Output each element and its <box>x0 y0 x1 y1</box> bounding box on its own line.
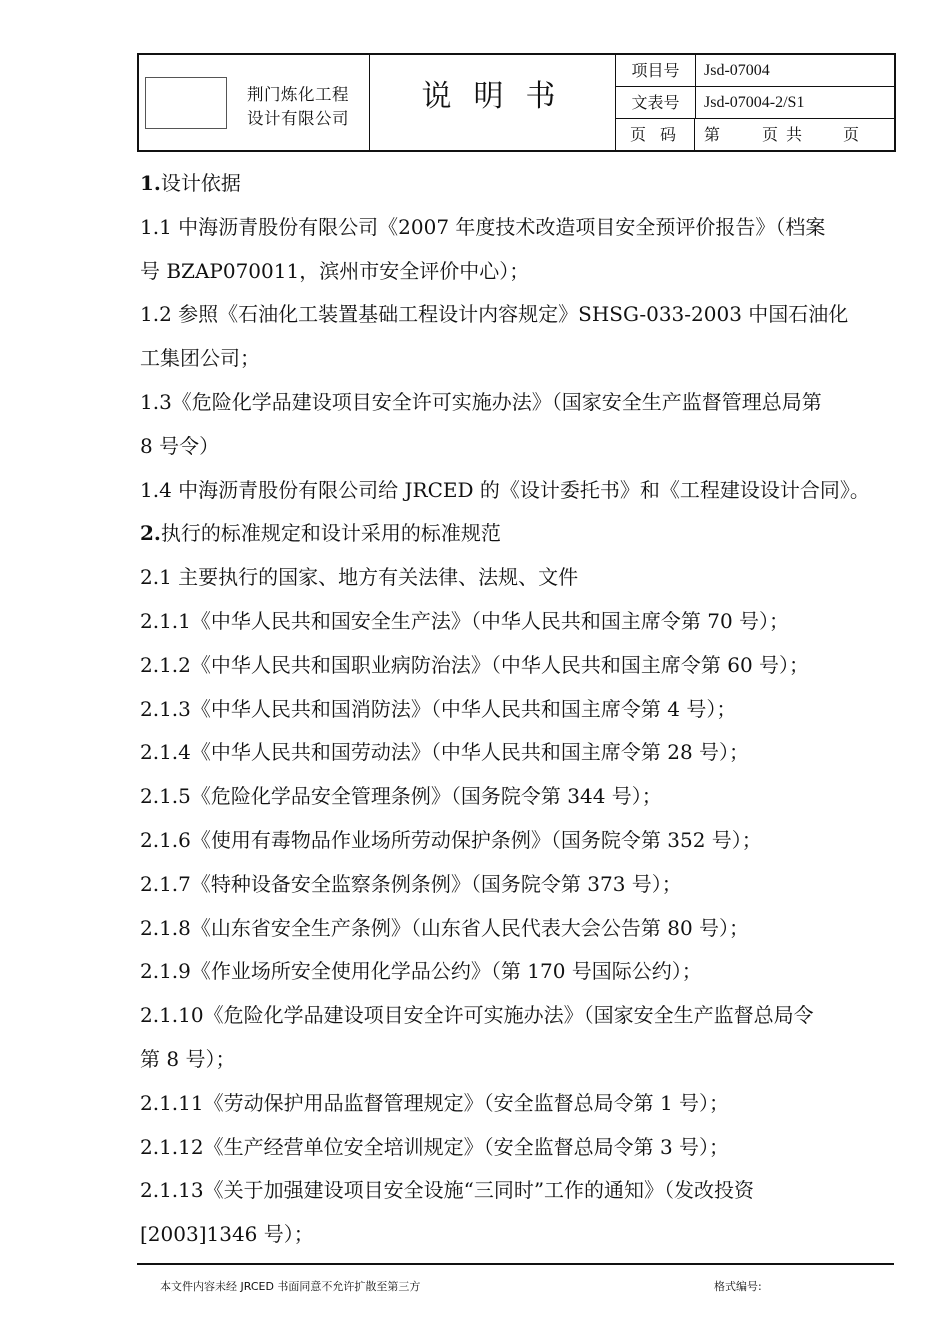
body-line <box>140 731 900 775</box>
body-line <box>140 337 900 381</box>
document-body <box>140 162 900 1257</box>
line-text: 8 号令） <box>140 433 220 458</box>
company-logo-placeholder <box>145 77 227 129</box>
body-line <box>140 1038 900 1082</box>
body-line <box>140 775 900 819</box>
line-text: 2.1.13《关于加强建设项目安全设施“三同时”工作的通知》（发改投资 <box>140 1178 755 1203</box>
page-value-gong: 共 <box>786 125 803 144</box>
body-line <box>140 1126 900 1170</box>
line-text: 第 8 号）； <box>140 1046 236 1071</box>
body-line <box>140 293 900 337</box>
line-text: 2.1.3《中华人民共和国消防法》（中华人民共和国主席令第 4 号）； <box>140 696 737 721</box>
footer-notice: 本文件内容未经 JRCED 书面同意不允许扩散至第三方 <box>160 1280 421 1293</box>
body-line <box>140 250 900 294</box>
format-number-label: 格式编号: <box>714 1280 762 1293</box>
body-line <box>140 1213 900 1257</box>
doc-no-label: 文表号 <box>616 87 696 118</box>
body-line <box>140 600 900 644</box>
doc-meta <box>616 55 894 150</box>
line-text: 2.1 主要执行的国家、地方有关法律、法规、文件 <box>140 565 579 590</box>
project-no-row <box>616 55 894 87</box>
line-text: 执行的标准规定和设计采用的标准规范 <box>160 521 501 546</box>
line-text: 2.1.11《劳动保护用品监督管理规定》（安全监督总局令第 1 号）； <box>140 1090 730 1115</box>
project-no-value: Jsd-07004 <box>704 62 770 79</box>
line-text: 号 BZAP070011，滨州市安全评价中心）； <box>140 258 530 283</box>
line-text: 2.1.9《作业场所安全使用化学品公约》（第 170 号国际公约）； <box>140 959 702 984</box>
line-text: 2.1.5《危险化学品安全管理条例》（国务院令第 344 号）； <box>140 784 662 809</box>
body-line <box>140 206 900 250</box>
body-line <box>140 469 900 513</box>
line-text: 1.3《危险化学品建设项目安全许可实施办法》（国家安全生产监督管理总局第 <box>140 389 822 414</box>
company-name-line2: 设计有限公司 <box>247 109 349 128</box>
line-text: 2.1.8《山东省安全生产条例》（山东省人民代表大会公告第 80 号）； <box>140 915 750 940</box>
doc-title: 说明书 <box>421 79 578 114</box>
line-text: 设计依据 <box>160 171 241 195</box>
doc-no-row <box>616 87 894 119</box>
section-heading <box>140 512 900 556</box>
body-line <box>140 425 900 469</box>
body-line <box>140 688 900 732</box>
body-line <box>140 863 900 907</box>
page-value-ye: 页 <box>762 125 779 144</box>
page-label: 页码 <box>616 119 695 150</box>
page-value-di: 第 <box>704 125 721 144</box>
line-text: [2003]1346 号）； <box>140 1222 314 1247</box>
company-name-line1: 荆门炼化工程 <box>247 85 349 104</box>
section-heading <box>140 162 900 206</box>
footer-rule <box>137 1263 894 1265</box>
line-text: 1.2 参照《石油化工装置基础工程设计内容规定》SHSG-033-2003 中国石油化 <box>140 302 849 327</box>
body-line <box>140 644 900 688</box>
body-line <box>140 907 900 951</box>
title-block <box>137 53 896 152</box>
line-text: 2.1.12《生产经营单位安全培训规定》（安全监督总局令第 3 号）； <box>140 1134 730 1159</box>
line-text: 2.1.1《中华人民共和国安全生产法》（中华人民共和国主席令第 70 号）； <box>140 608 790 633</box>
section-number: 2. <box>140 521 161 546</box>
body-line <box>140 994 900 1038</box>
line-text: 工集团公司； <box>140 346 260 371</box>
body-line <box>140 950 900 994</box>
doc-no-value: Jsd-07004-2/S1 <box>704 94 805 111</box>
company-cell <box>139 55 370 150</box>
body-line <box>140 556 900 600</box>
line-text: 2.1.4《中华人民共和国劳动法》（中华人民共和国主席令第 28 号）； <box>140 740 750 765</box>
body-line <box>140 381 900 425</box>
line-text: 2.1.10《危险化学品建设项目安全许可实施办法》（国家安全生产监督总局令 <box>140 1003 814 1028</box>
line-text: 1.4 中海沥青股份有限公司给 JRCED 的《设计委托书》和《工程建设设计合同》。 <box>140 477 870 502</box>
company-name <box>247 83 349 131</box>
project-no-label: 项目号 <box>616 55 696 86</box>
line-text: 2.1.7《特种设备安全监察条例条例》（国务院令第 373 号）； <box>140 871 682 896</box>
line-text: 1.1 中海沥青股份有限公司《2007 年度技术改造项目安全预评价报告》（档案 <box>140 214 826 239</box>
doc-title-cell <box>370 55 616 150</box>
body-line <box>140 819 900 863</box>
body-line <box>140 1082 900 1126</box>
line-text: 2.1.2《中华人民共和国职业病防治法》（中华人民共和国主席令第 60 号）； <box>140 652 810 677</box>
body-line <box>140 1169 900 1213</box>
page-row <box>616 119 894 150</box>
section-number: 1. <box>140 171 161 195</box>
page-value-ye-total: 页 <box>843 125 860 144</box>
line-text: 2.1.6《使用有毒物品作业场所劳动保护条例》（国务院令第 352 号）； <box>140 827 762 852</box>
